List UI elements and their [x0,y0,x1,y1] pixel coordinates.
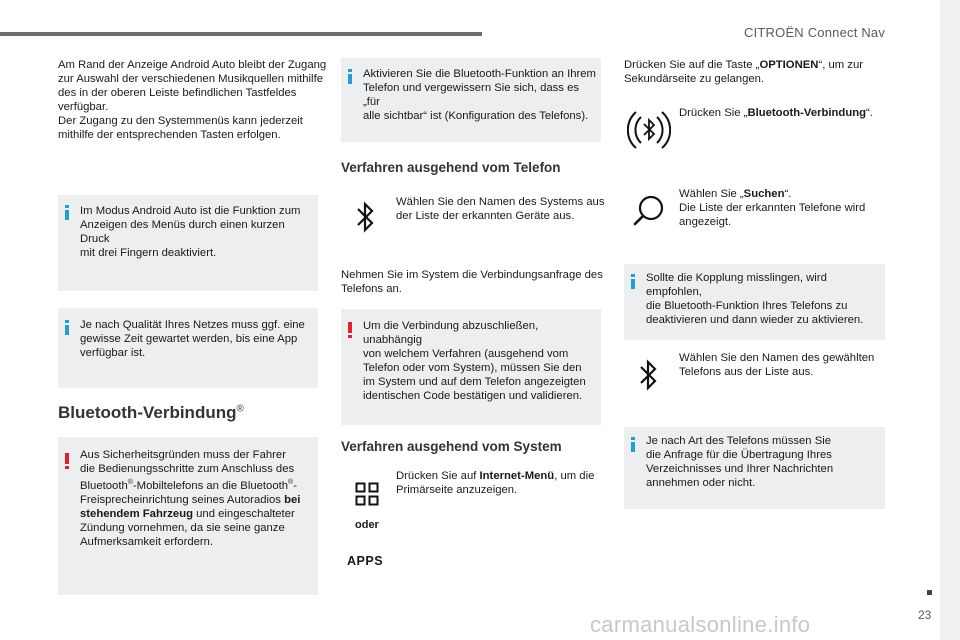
intro-line: zur Auswahl der verschiedenen Musikquellen mithilfe [58,73,323,85]
warning-icon [348,322,352,338]
intro-line: Am Rand der Anzeige Android Auto bleibt der Zugang [58,59,327,71]
bluetooth-icon [355,200,377,234]
warning-line: Aufmerksamkeit erfordern. [80,535,214,548]
info-line: alle sichtbar“ ist (Konfiguration des Telefons). [363,110,589,122]
step-line: Drücken Sie „Bluetooth-Verbindung“. [679,107,873,119]
step-line: Primärseite anzuzeigen. [396,484,518,496]
warning-line: die Bedienungsschritte zum Anschluss des [80,463,295,475]
header-title: CITROËN Connect Nav [744,25,886,40]
info-line: Sollte die Kopplung misslingen, wird empfohlen, [646,272,827,298]
info-box-activate-bluetooth [341,58,601,142]
warning-line: Um die Verbindung abzuschließen, unabhängig [363,320,539,346]
step-select-search [679,187,889,229]
step-press-bluetooth-connection [679,106,889,120]
info-icon [65,320,69,335]
warning-box-code [341,309,601,425]
options-line: Sekundärseite zu gelangen. [624,73,765,85]
intro-paragraph [58,58,328,142]
warning-line: Telefon oder vom System), müssen Sie den [363,362,582,374]
header-rule [0,32,482,36]
intro-line: mithilfe der entsprechenden Tasten erfolgen. [58,129,281,141]
step-line: Wählen Sie den Namen des Systems aus [396,196,605,208]
info-line: die Bluetooth-Funktion Ihres Telefons zu [646,300,848,312]
info-line: Je nach Qualität Ihres Netzes muss ggf. eine [80,319,305,331]
options-paragraph [624,58,889,86]
accept-line: Nehmen Sie im System die Verbindungsanfrage des [341,269,603,281]
info-line: Aktivieren Sie die Bluetooth-Funktion an Ihrem [363,68,596,80]
info-line: die Anfrage für die Übertragung Ihres [646,449,832,461]
step-line: der Liste der erkannten Geräte aus. [396,210,575,222]
section-heading-phone: Verfahren ausgehend vom Telefon [341,160,561,175]
info-line: Im Modus Android Auto ist die Funktion zum [80,205,301,217]
step-line: Die Liste der erkannten Telefone wird [679,202,866,214]
accept-request-text [341,268,606,296]
info-icon [631,437,635,452]
warning-line: Aus Sicherheitsgründen muss der Fahrer [80,449,286,461]
warning-line: im System und auf dem Telefon angezeigten [363,376,586,388]
info-icon [348,69,352,84]
section-heading-system: Verfahren ausgehend vom System [341,439,562,454]
heading-sup: ® [236,403,244,415]
warning-icon [65,453,69,469]
warning-line: Freisprecheinrichtung seines Autoradios bei [80,493,301,506]
step-select-system [396,195,606,223]
or-label: oder [355,519,379,531]
step-line: Telefons aus der Liste aus. [679,366,814,378]
warning-box-safety [58,437,318,595]
bluetooth-icon [638,358,660,392]
info-line: Anzeigen des Menüs durch einen kurzen Druck [80,219,285,245]
bluetooth-signal-icon [627,108,671,152]
info-line: Je nach Art des Telefons müssen Sie [646,435,832,447]
step-line: Wählen Sie „Suchen“. [679,188,792,200]
intro-line: verfügbar. [58,101,109,113]
step-select-phone [679,351,889,379]
accept-line: Telefons an. [341,283,402,295]
info-icon [631,274,635,289]
info-line: annehmen oder nicht. [646,477,756,489]
step-line: Drücken Sie auf Internet-Menü, um die [396,470,595,482]
search-icon [630,193,666,229]
page-number: 23 [918,608,932,622]
info-box-android-menu [58,195,318,291]
info-line: Verzeichnisses und Ihrer Nachrichten [646,463,834,475]
warning-line: von welchem Verfahren (ausgehend vom [363,348,569,360]
apps-label: APPS [347,554,384,568]
info-line: gewisse Zeit gewartet werden, bis eine App [80,333,298,345]
warning-line: identischen Code bestätigen und validieren. [363,390,583,402]
intro-line: des in der oberen Leiste befindlichen Tastfeldes [58,87,297,99]
info-box-phone-type [624,427,885,509]
info-line: verfügbar ist. [80,347,146,359]
warning-line: Bluetooth®-Mobiltelefons an die Bluetooth®- [80,479,297,492]
info-line: deaktivieren und dann wieder zu aktivieren. [646,314,864,326]
step-line: Wählen Sie den Namen des gewählten [679,352,875,364]
grid-menu-icon [355,482,379,506]
warning-line: stehendem Fahrzeug und eingeschalteter [80,507,295,520]
heading-text: Bluetooth-Verbindung [58,403,237,422]
next-page-marker [927,590,932,595]
info-line: mit drei Fingern deaktiviert. [80,247,217,259]
warning-line: Zündung vornehmen, da sie seine ganze [80,521,285,534]
info-line: Telefon und vergewissern Sie sich, dass es „für [363,82,580,108]
side-strip [940,0,960,640]
step-line: angezeigt. [679,216,732,228]
intro-line: Der Zugang zu den Systemmenüs kann jederzeit [58,115,303,127]
watermark: carmanualsonline.info [590,612,811,637]
step-press-internet-menu [396,469,606,497]
options-line: Drücken Sie auf die Taste „OPTIONEN“, um zur [624,59,864,71]
info-box-pairing-failed [624,264,885,340]
info-box-network [58,308,318,388]
section-heading-bluetooth [58,403,244,423]
info-icon [65,205,69,220]
